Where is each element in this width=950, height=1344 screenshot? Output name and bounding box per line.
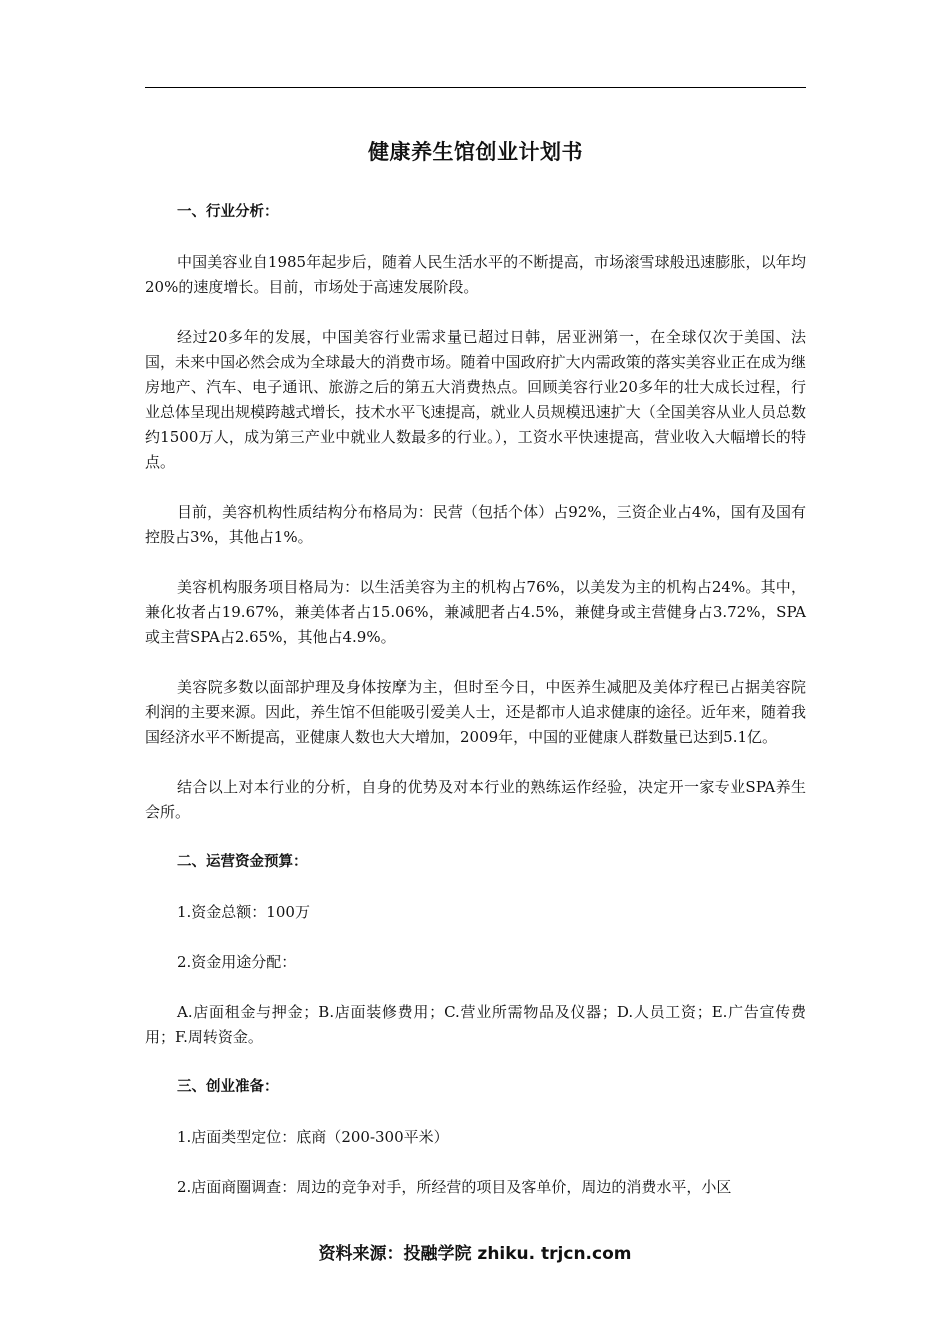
paragraph: 结合以上对本行业的分析，自身的优势及对本行业的熟练运作经验，决定开一家专业SPA养生会所。 <box>145 778 806 821</box>
paragraph: A.店面租金与押金；B.店面装修费用；C.营业所需物品及仪器；D.人员工资；E.广告宣传费用；F.周转资金。 <box>145 1003 806 1046</box>
paragraph: 经过20多年的发展，中国美容行业需求量已超过日韩，居亚洲第一，在全球仅次于美国、法国，未来中国必然会成为全球最大的消费市场。随着中国政府扩大内需政策的落实美容业正在成为继房地产、汽车、电子通讯、旅游之后的第五大消费热点。回顾美容行业20多年的壮大成长过程，行业总体呈现出规模跨越式增长，技术水平飞速提高，就业人员规模迅速扩大（全国美容从业人员总数约1500万人，成为第三产业中就业人数最多的行业。），工资水平快速提高，营业收入大幅增长的特点。 <box>145 328 806 471</box>
header-rule <box>145 87 806 88</box>
document-title: 健康养生馆创业计划书 <box>368 140 583 164</box>
paragraph: 1.资金总额：100万 <box>177 903 310 921</box>
paragraph: 2.资金用途分配： <box>177 953 297 971</box>
paragraph: 中国美容业自1985年起步后，随着人民生活水平的不断提高，市场滚雪球般迅速膨胀，以年均20%的速度增长。目前，市场处于高速发展阶段。 <box>145 253 806 296</box>
document-body <box>145 200 806 1225</box>
source-footer: 资料来源：投融学院 zhiku. trjcn.com <box>318 1244 632 1264</box>
paragraph: 美容院多数以面部护理及身体按摩为主，但时至今日，中医养生减肥及美体疗程已占据美容院利润的主要来源。因此，养生馆不但能吸引爱美人士，还是都市人追求健康的途径。近年来，随着我国经济水平不断提高，亚健康人数也大大增加，2009年，中国的亚健康人群数量已达到5.1亿。 <box>145 678 806 746</box>
paragraph: 目前，美容机构性质结构分布格局为：民营（包括个体）占92%，三资企业占4%，国有及国有控股占3%，其他占1%。 <box>145 503 806 546</box>
section-heading: 三、创业准备： <box>177 1079 279 1095</box>
section-heading: 二、运营资金预算： <box>177 854 308 870</box>
paragraph: 2.店面商圈调查：周边的竞争对手，所经营的项目及客单价，周边的消费水平，小区 <box>177 1178 732 1196</box>
section-heading: 一、行业分析： <box>177 204 279 220</box>
paragraph: 1.店面类型定位：底商（200-300平米） <box>177 1128 449 1146</box>
paragraph: 美容机构服务项目格局为：以生活美容为主的机构占76%，以美发为主的机构占24%。其中，兼化妆者占19.67%，兼美体者占15.06%，兼减肥者占4.5%，兼健身或主营健身占3.72%，SPA或主营SPA占2.65%，其他占4.9%。 <box>145 578 806 646</box>
